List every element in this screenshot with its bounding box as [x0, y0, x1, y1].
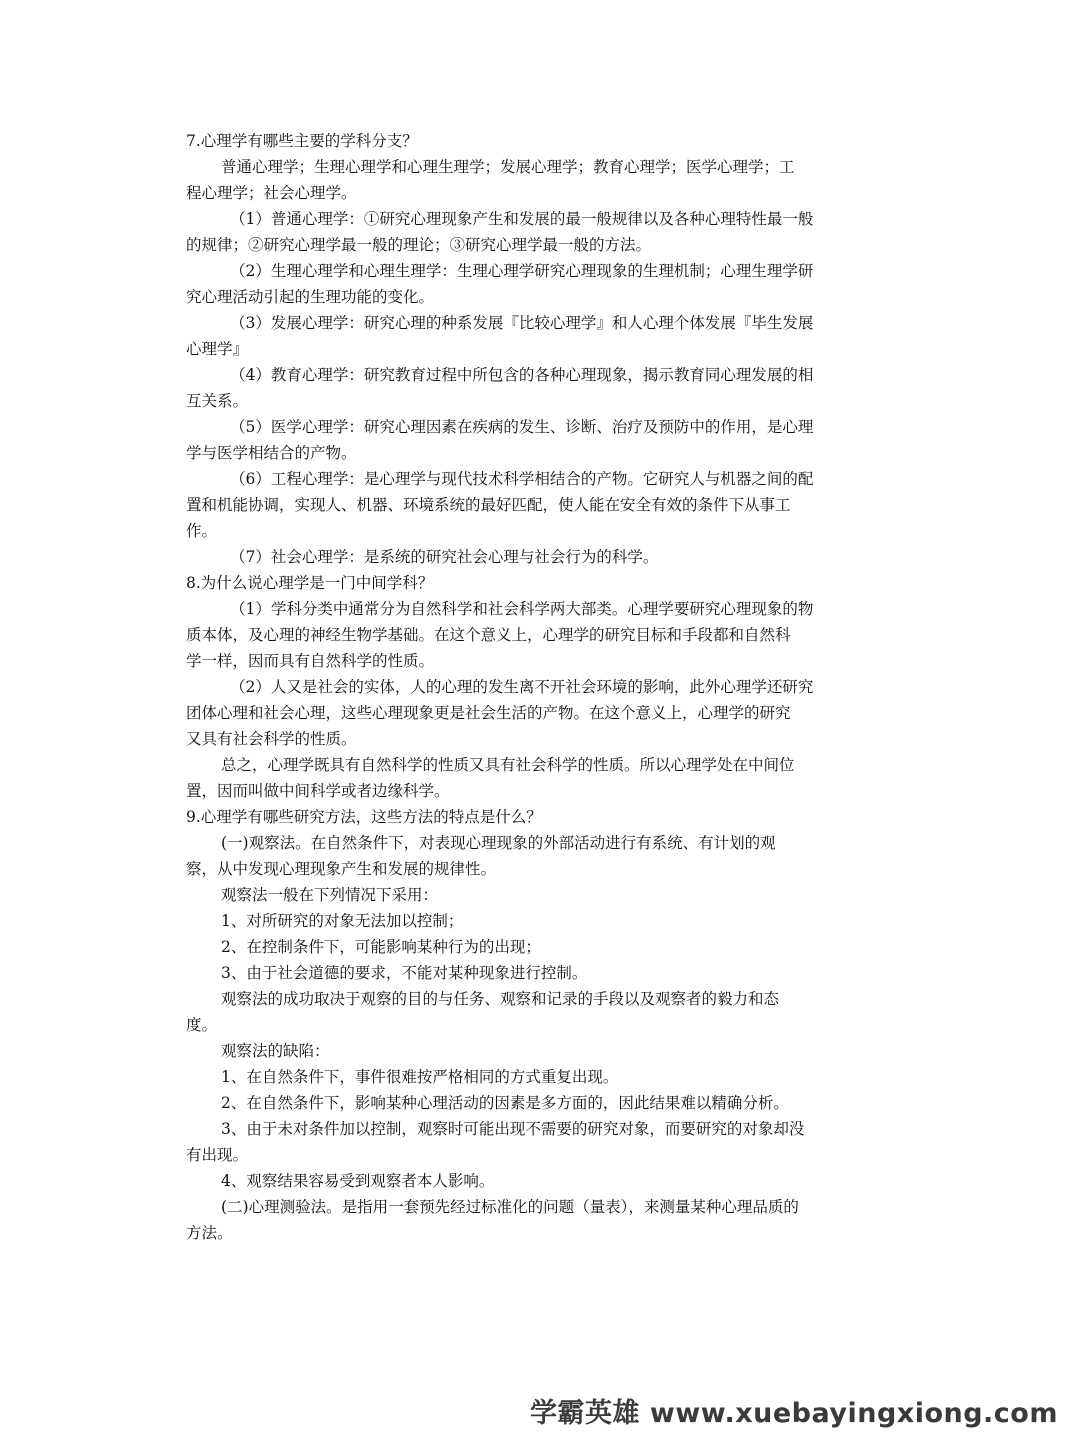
text-line: 互关系。	[186, 392, 249, 410]
text-line: (二)心理测验法。是指用一套预先经过标准化的问题（量表），来测量某种心理品质的	[221, 1198, 799, 1216]
text-line: 9.心理学有哪些研究方法，这些方法的特点是什么？	[186, 808, 542, 826]
text-line: 2、在自然条件下，影响某种心理活动的因素是多方面的，因此结果难以精确分析。	[221, 1094, 789, 1112]
text-line: 观察法的缺陷：	[221, 1042, 330, 1060]
text-line: （3）发展心理学：研究心理的种系发展『比较心理学』和人心理个体发展『毕生发展	[230, 314, 814, 332]
text-line: 学一样，因而具有自然科学的性质。	[186, 652, 435, 670]
watermark: 学霸英雄 www.xuebayingxiong.com	[529, 1398, 1058, 1429]
text-line: 3、由于社会道德的要求，不能对某种现象进行控制。	[221, 964, 588, 982]
text-line: （1）普通心理学：①研究心理现象产生和发展的最一般规律以及各种心理特性最一般	[230, 210, 814, 228]
text-line: 观察法的成功取决于观察的目的与任务、观察和记录的手段以及观察者的毅力和态	[221, 990, 780, 1008]
text-line: （7）社会心理学：是系统的研究社会心理与社会行为的科学。	[230, 548, 659, 566]
text-line: 置和机能协调，实现人、机器、环境系统的最好匹配，使人能在安全有效的条件下从事工	[186, 496, 791, 514]
text-line: 有出现。	[186, 1146, 249, 1164]
text-line: 置，因而叫做中间科学或者边缘科学。	[186, 782, 450, 800]
text-line: 究心理活动引起的生理功能的变化。	[186, 288, 435, 306]
text-line: 2、在控制条件下，可能影响某种行为的出现；	[221, 938, 541, 956]
text-line: 程心理学；社会心理学。	[186, 184, 357, 202]
text-line: 8.为什么说心理学是一门中间学科？	[186, 574, 434, 592]
text-line: 1、在自然条件下，事件很难按严格相同的方式重复出现。	[221, 1068, 619, 1086]
text-line: 观察法一般在下列情况下采用：	[221, 886, 439, 904]
text-line: 的规律；②研究心理学最一般的理论；③研究心理学最一般的方法。	[186, 236, 652, 254]
text-line: （5）医学心理学：研究心理因素在疾病的发生、诊断、治疗及预防中的作用，是心理	[230, 418, 814, 436]
text-line: （4）教育心理学：研究教育过程中所包含的各种心理现象，揭示教育同心理发展的相	[230, 366, 814, 384]
text-line: 团体心理和社会心理，这些心理现象更是社会生活的产物。在这个意义上，心理学的研究	[186, 704, 791, 722]
text-line: （1）学科分类中通常分为自然科学和社会科学两大部类。心理学要研究心理现象的物	[230, 600, 814, 618]
text-line: （2）人又是社会的实体，人的心理的发生离不开社会环境的影响，此外心理学还研究	[230, 678, 814, 696]
text-line: （2）生理心理学和心理生理学：生理心理学研究心理现象的生理机制；心理生理学研	[230, 262, 814, 280]
text-line: 又具有社会科学的性质。	[186, 730, 357, 748]
text-line: 总之，心理学既具有自然科学的性质又具有社会科学的性质。所以心理学处在中间位	[221, 756, 795, 774]
text-line: 度。	[186, 1016, 218, 1034]
text-line: 方法。	[186, 1224, 233, 1242]
text-line: 1、对所研究的对象无法加以控制；	[221, 912, 464, 930]
text-line: 4、观察结果容易受到观察者本人影响。	[221, 1172, 495, 1190]
text-line: 学与医学相结合的产物。	[186, 444, 357, 462]
text-line: 质本体，及心理的神经生物学基础。在这个意义上，心理学的研究目标和手段都和自然科	[186, 626, 791, 644]
text-line: (一)观察法。在自然条件下，对表现心理现象的外部活动进行有系统、有计划的观	[221, 834, 776, 852]
text-line: 察，从中发现心理现象产生和发展的规律性。	[186, 860, 497, 878]
text-line: （6）工程心理学：是心理学与现代技术科学相结合的产物。它研究人与机器之间的配	[230, 470, 814, 488]
document-page	[186, 128, 898, 1246]
text-line: 3、由于未对条件加以控制，观察时可能出现不需要的研究对象，而要研究的对象却没	[221, 1120, 805, 1138]
text-line: 普通心理学；生理心理学和心理生理学；发展心理学；教育心理学；医学心理学；工	[221, 158, 795, 176]
text-line: 作。	[186, 522, 218, 540]
text-line: 心理学』	[186, 340, 249, 358]
text-line: 7.心理学有哪些主要的学科分支？	[186, 132, 418, 150]
